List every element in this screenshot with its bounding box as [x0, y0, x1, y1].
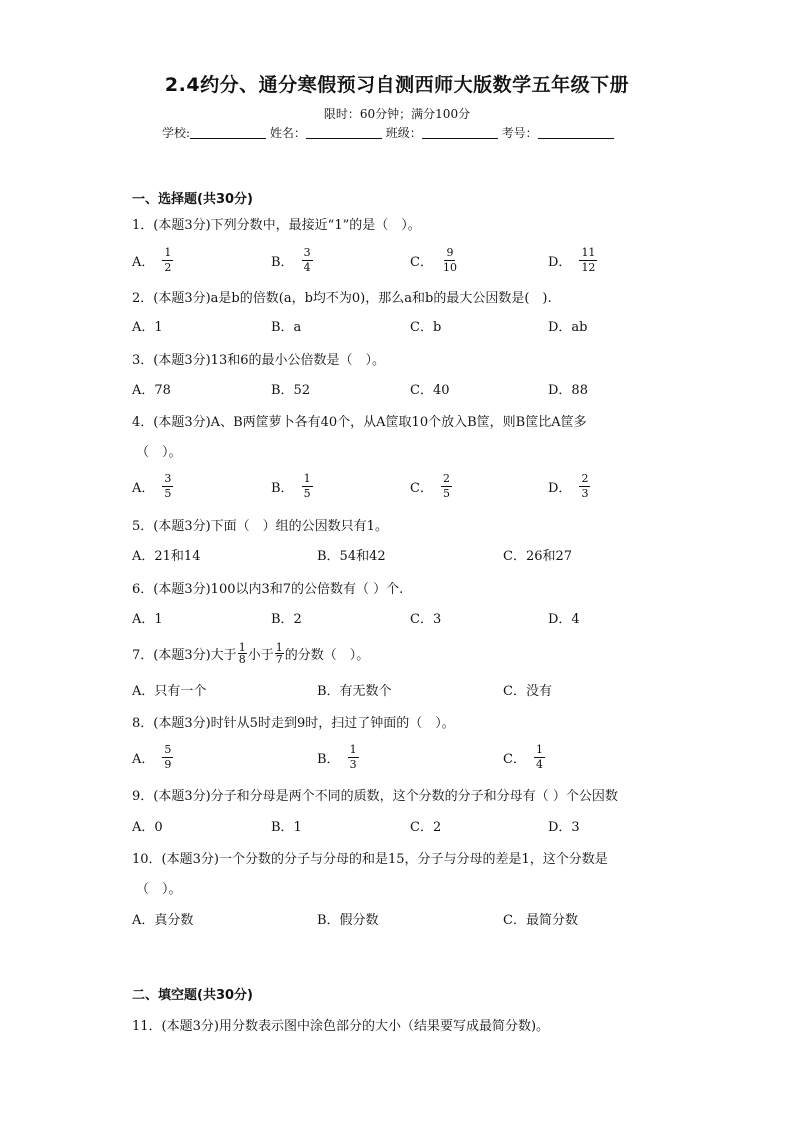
school-label: 学校:: [162, 126, 191, 140]
fraction: $\frac{3}{5}$: [164, 471, 172, 500]
option-c[interactable]: C． $\frac{1}{4}$: [503, 742, 543, 771]
option-a[interactable]: A．真分数: [132, 912, 194, 928]
fraction: $\frac{2}{5}$: [442, 471, 450, 500]
option-c[interactable]: C．40: [410, 382, 450, 398]
option-a[interactable]: A．1: [132, 611, 163, 627]
option-c[interactable]: C．最简分数: [503, 912, 578, 928]
question-10: 10．(本题3分)一个分数的分子与分母的和是15，分子与分母的差是1，这个分数是: [132, 852, 608, 867]
page-title: 2.4约分、通分寒假预习自测西师大版数学五年级下册: [164, 74, 630, 96]
question-5: 5．(本题3分)下面（ ）组的公因数只有1。: [132, 519, 388, 534]
fraction: $\frac{1}{3}$: [349, 742, 357, 771]
option-d[interactable]: D．4: [548, 611, 580, 627]
option-b[interactable]: B．2: [271, 611, 302, 627]
question-4-blank: （ ）。: [136, 445, 182, 460]
class-label: 班级：: [385, 126, 422, 140]
option-b[interactable]: B．a: [271, 319, 302, 335]
fraction: $\frac{5}{9}$: [164, 742, 172, 771]
question-3-options: [0, 371, 794, 405]
option-d[interactable]: D．88: [548, 382, 588, 398]
option-d[interactable]: D． $\frac{2}{3}$: [548, 471, 589, 500]
fraction: $\frac{11}{12}$: [581, 245, 596, 274]
fraction: $\frac{1}{4}$: [535, 742, 543, 771]
student-info-fields: [162, 124, 614, 141]
question-1: 1．(本题3分)下列分数中，最接近“1”的是（ ）。: [132, 218, 421, 233]
question-11: 11．(本题3分)用分数表示图中涂色部分的大小（结果要写成最简分数)。: [132, 1019, 550, 1034]
option-d[interactable]: D．ab: [548, 319, 588, 335]
question-10-options: [0, 901, 794, 935]
question-4: 4．(本题3分)A、B两筐萝卜各有40个，从A筐取10个放入B筐，则B筐比A筐多: [132, 415, 587, 430]
option-d[interactable]: D．3: [548, 819, 580, 835]
option-b[interactable]: B． $\frac{1}{3}$: [317, 742, 357, 771]
option-c[interactable]: C．b: [410, 319, 442, 335]
option-a[interactable]: A．1: [132, 319, 163, 335]
option-c[interactable]: C．3: [410, 611, 442, 627]
section-choice-title: 一、选择题(共30分): [132, 192, 253, 207]
fraction: $\frac{1}{2}$: [164, 245, 172, 274]
name-blank[interactable]: [306, 126, 382, 139]
option-a[interactable]: A．只有一个: [132, 683, 207, 699]
question-1-options: [0, 243, 794, 277]
option-b[interactable]: B．有无数个: [317, 683, 392, 699]
question-7: 7．(本题3分)大于 $\frac{1}{8}$ 小于 $\frac{1}{7}$ 的分数（ ）。: [132, 640, 370, 666]
question-9: 9．(本题3分)分子和分母是两个不同的质数，这个分数的分子和分母有（ ）个公因数: [132, 789, 618, 804]
option-a[interactable]: A．0: [132, 819, 163, 835]
option-a[interactable]: A． $\frac{3}{5}$: [132, 471, 172, 500]
option-a[interactable]: A．78: [132, 382, 171, 398]
option-b[interactable]: B．54和42: [317, 548, 386, 564]
question-6-options: [0, 600, 794, 634]
question-8: 8．(本题3分)时针从5时走到9时，扫过了钟面的（ ）。: [132, 716, 455, 731]
question-3: 3．(本题3分)13和6的最小公倍数是（ ）。: [132, 353, 385, 368]
question-6: 6．(本题3分)100以内3和7的公倍数有（ ）个.: [132, 582, 404, 597]
question-5-options: [0, 537, 794, 571]
option-a[interactable]: A． $\frac{5}{9}$: [132, 742, 172, 771]
question-2: 2．(本题3分)a是b的倍数(a，b均不为0)，那么a和b的最大公因数是( ).: [132, 291, 552, 306]
option-c[interactable]: C． $\frac{9}{10}$: [410, 245, 457, 274]
question-4-options: [0, 469, 794, 503]
question-2-options: [0, 308, 794, 342]
option-b[interactable]: B． $\frac{3}{4}$: [271, 245, 311, 274]
option-c[interactable]: C．没有: [503, 683, 552, 699]
option-b[interactable]: B．1: [271, 819, 302, 835]
school-blank[interactable]: [190, 126, 266, 139]
option-b[interactable]: B．假分数: [317, 912, 379, 928]
name-label: 姓名：: [269, 126, 306, 140]
question-8-options: [0, 740, 794, 774]
option-a[interactable]: A．21和14: [132, 548, 201, 564]
section-fill-blank-title: 二、填空题(共30分): [132, 988, 253, 1003]
exam-number-label: 考号：: [501, 126, 538, 140]
option-a[interactable]: A． $\frac{1}{2}$: [132, 245, 172, 274]
fraction: $\frac{3}{4}$: [303, 245, 311, 274]
exam-number-blank[interactable]: [538, 126, 614, 139]
option-c[interactable]: C．2: [410, 819, 442, 835]
class-blank[interactable]: [422, 126, 498, 139]
question-7-options: [0, 672, 794, 706]
question-10-blank: （ ）。: [136, 882, 182, 897]
fraction-one-eighth: $\frac{1}{8}$: [238, 640, 246, 666]
time-limit: 限时：60分钟；满分100分: [323, 107, 471, 121]
option-b[interactable]: B． $\frac{1}{5}$: [271, 471, 311, 500]
question-9-options: [0, 808, 794, 842]
option-d[interactable]: D． $\frac{11}{12}$: [548, 245, 596, 274]
fraction: $\frac{2}{3}$: [581, 471, 589, 500]
option-c[interactable]: C．26和27: [503, 548, 573, 564]
option-c[interactable]: C． $\frac{2}{5}$: [410, 471, 450, 500]
option-b[interactable]: B．52: [271, 382, 311, 398]
fraction-one-seventh: $\frac{1}{7}$: [275, 640, 283, 666]
fraction: $\frac{9}{10}$: [442, 245, 457, 274]
fraction: $\frac{1}{5}$: [303, 471, 311, 500]
